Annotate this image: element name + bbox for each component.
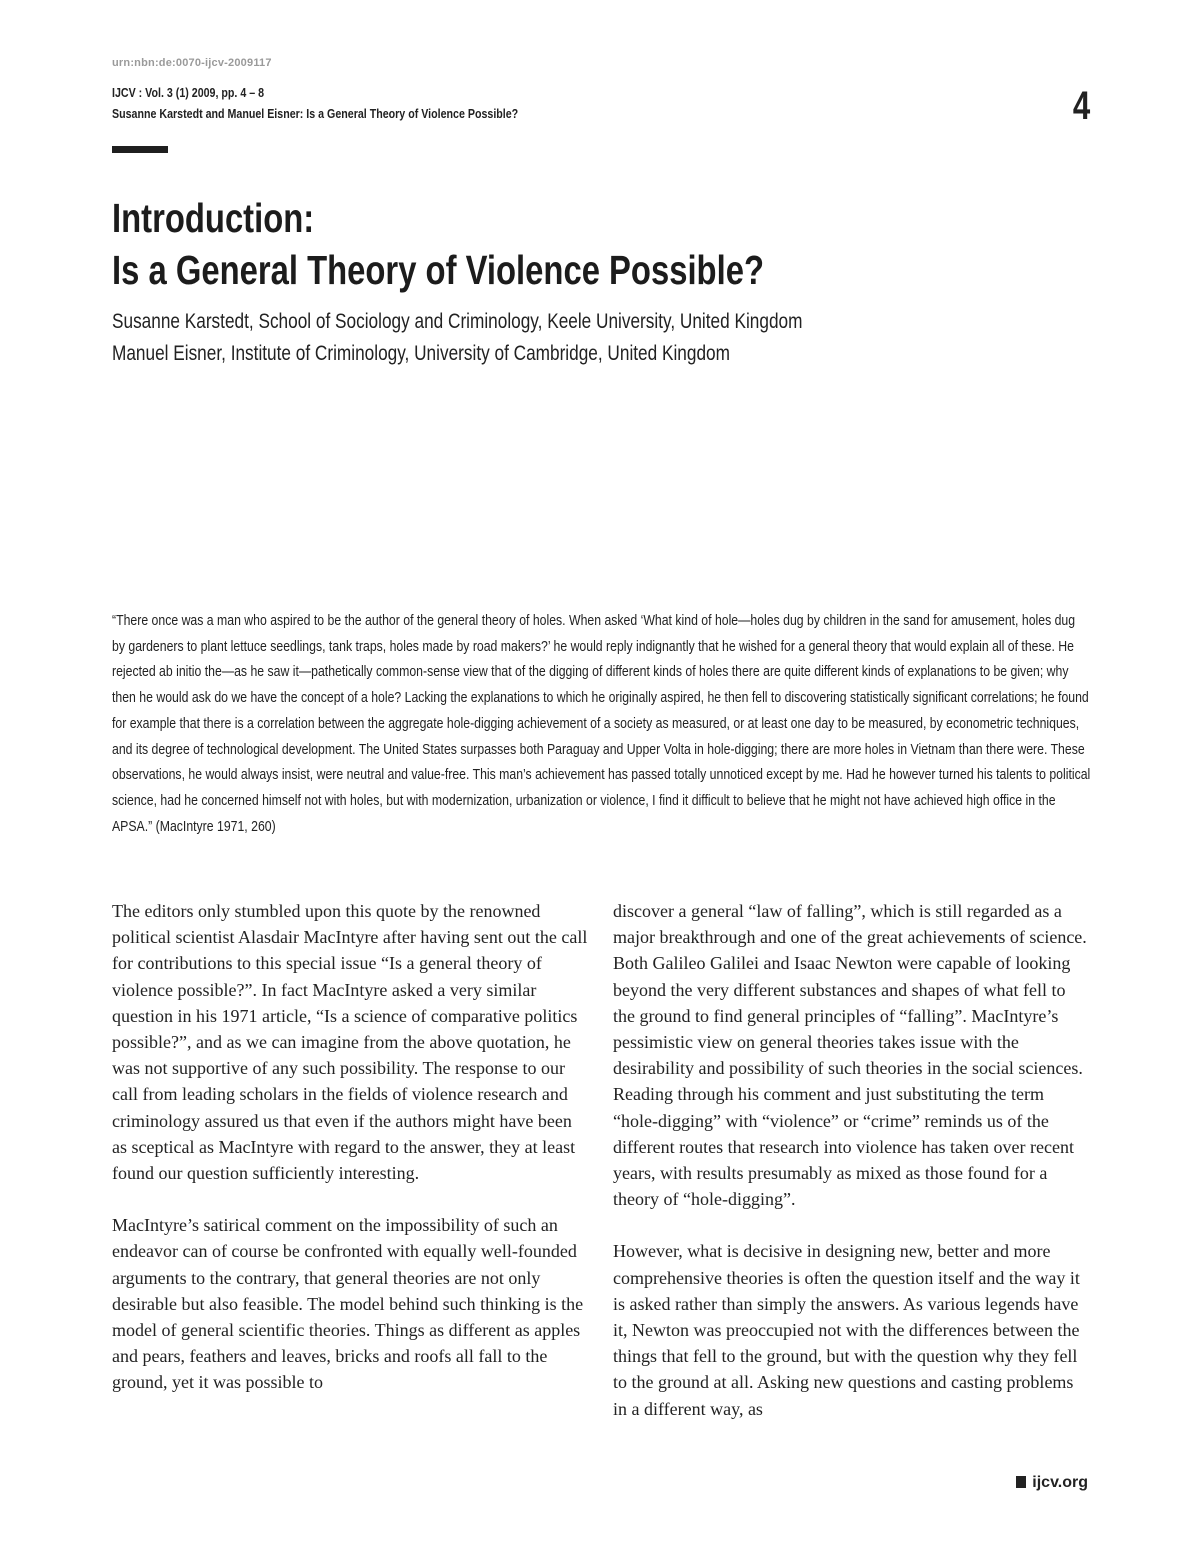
article-title xyxy=(112,192,764,296)
running-title: Susanne Karstedt and Manuel Eisner: Is a General Theory of Violence Possible? xyxy=(112,106,519,121)
body-paragraph: discover a general “law of falling”, which is still regarded as a major breakthrough and one of the great achievements of science. Both Galileo Galilei and Isaac Newton were capable of looking beyond the very different substances and shapes of what fell to the ground to find general principles of “falling”. MacIntyre’s pessimistic view on general theories takes issue with the desirability and possibility of such theories in the social sciences. Reading through his comment and just substituting the term “hole-digging” with “violence” or “crime” reminds us of the different routes that research into violence has taken over recent years, with results presumably as mixed as those found for a theory of “hole-digging”. xyxy=(613,901,1087,1210)
body-paragraph: MacIntyre’s satirical comment on the impossibility of such an endeavor can of course be confronted with equally well-founded arguments to the contrary, that general theories are not only desirable but also feasible. The model behind such thinking is the model of general scientific theories. Things as different as apples and pears, feathers and leaves, bricks and roofs all fall to the ground, yet it was possible to xyxy=(112,1215,584,1393)
journal-site: ijcv.org xyxy=(1032,1474,1088,1491)
header-rule xyxy=(112,146,168,153)
body-paragraph: However, what is decisive in designing new, better and more comprehensive theories is often the question itself and the way it is asked rather than simply the answers. As various legends have it, Newton was preoccupied not with the differences between the things that fell to the ground, but with the question why they fell to the ground at all. Asking new questions and casting problems in a different way, as xyxy=(613,1241,1080,1419)
square-bullet-icon xyxy=(1016,1476,1026,1488)
author-affiliation: Manuel Eisner, Institute of Criminology, University of Cambridge, United Kingdom xyxy=(112,342,730,365)
page-number: 4 xyxy=(1072,84,1090,128)
author-affiliation: Susanne Karstedt, School of Sociology and Criminology, Keele University, United Kingdom xyxy=(112,310,803,333)
title-line-1: Introduction: xyxy=(112,195,315,241)
epigraph-quote xyxy=(112,608,1090,839)
title-line-2: Is a General Theory of Violence Possible? xyxy=(112,247,764,293)
urn-identifier: urn:nbn:de:0070-ijcv-2009117 xyxy=(112,57,272,69)
author-affiliations xyxy=(112,306,802,370)
epigraph-text: “There once was a man who aspired to be the author of the general theory of holes. When asked ‘What kind of hole—holes dug by children in the sand for amusement, holes dug by gardeners to plant lettuce seedlings, tank traps, holes made by road makers?’ he would reply indignantly that he wished for a general theory that would explain all of these. He rejected ab initio the—as he saw it—pathetically common-sense view that of the digging of different kinds of holes there are quite different kinds of explanations to be given; why then he would ask do we have the concept of a hole? Lacking the explanations to which he originally aspired, he then fell to discovering statistically significant correlations; he found for example that there is a correlation between the aggregate hole-digging achievement of a society as measured, or at least one day to be measured, by econometric techniques, and its degree of technological development. The United States surpasses both Paraguay and Upper Volta in hole-digging; there are more holes in Vietnam than there were. These observations, he would always insist, were neutral and value-free. This man’s achievement has passed totally unnoticed except by me. Had he however turned his talents to political science, had he concerned himself not with holes, but with modernization, urbanization or violence, I find it difficult to believe that he might not have achieved high office in the APSA.” (MacIntyre 1971, 260) xyxy=(112,612,1091,835)
journal-citation: IJCV : Vol. 3 (1) 2009, pp. 4 – 8 xyxy=(112,85,265,100)
body-paragraph: The editors only stumbled upon this quote by the renowned political scientist Alasdair MacIntyre after having sent out the call for contributions to this special issue “Is a general theory of violence possible?”. In fact MacIntyre asked a very similar question in his 1971 article, “Is a science of comparative politics possible?”, and as we can imagine from the above quotation, he was not supportive of any such possibility. The response to our call from leading scholars in the fields of violence research and criminology assured us that even if the authors might have been as sceptical as MacIntyre with regard to the answer, they at least found our question sufficiently interesting. xyxy=(112,901,588,1184)
journal-footer xyxy=(1016,1474,1088,1492)
body-column-left xyxy=(112,898,588,1422)
body-column-right xyxy=(613,898,1089,1448)
